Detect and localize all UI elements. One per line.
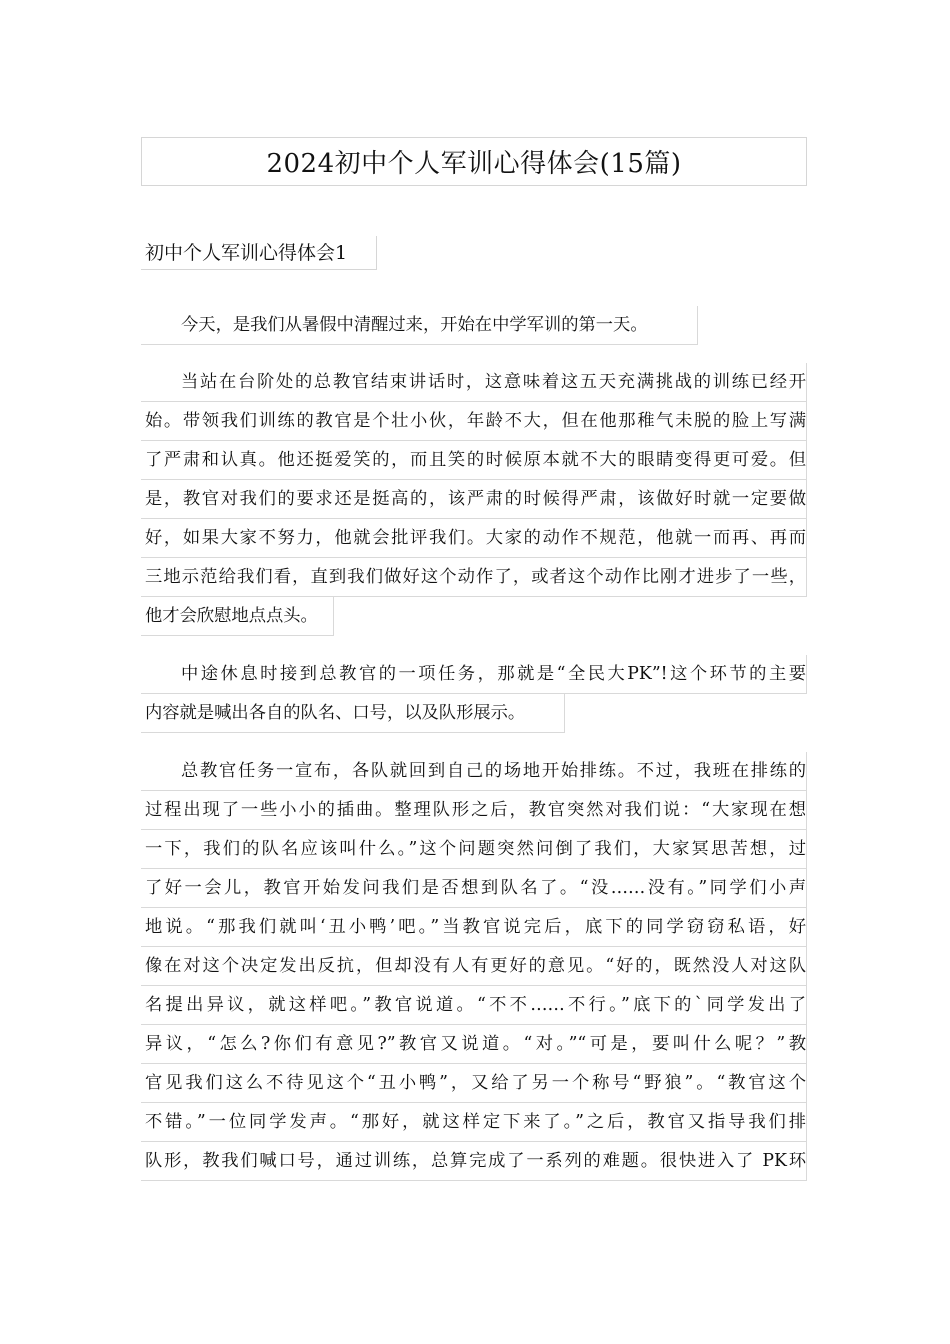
paragraph-line: 当站在台阶处的总教官结束讲话时，这意味着这五天充满挑战的训练已经开: [141, 363, 807, 402]
section-heading: 初中个人军训心得体会1: [141, 236, 377, 270]
document-title: 2024初中个人军训心得体会(15篇): [141, 137, 807, 186]
paragraph-line: 一下，我们的队名应该叫什么。”这个问题突然问倒了我们，大家冥思苦想，过: [141, 830, 807, 869]
paragraph-line: 了严肃和认真。他还挺爱笑的，而且笑的时候原本就不大的眼睛变得更可爱。但: [141, 441, 807, 480]
paragraph-line: 异议，“怎么?你们有意见?”教官又说道。“对。”“可是，要叫什么呢？”教: [141, 1025, 807, 1064]
paragraph-2: [141, 363, 807, 640]
paragraph-line: 地说。“那我们就叫‘丑小鸭’吧。”当教官说完后，底下的同学窃窃私语，好: [141, 908, 807, 947]
paragraph-line: 中途休息时接到总教官的一项任务，那就是“全民大PK”!这个环节的主要: [141, 655, 807, 694]
paragraph-4: [141, 752, 807, 1181]
paragraph-line: 队形，教我们喊口号，通过训练，总算完成了一系列的难题。很快进入了 PK环: [141, 1142, 807, 1181]
paragraph-line: 始。带领我们训练的教官是个壮小伙，年龄不大，但在他那稚气未脱的脸上写满: [141, 402, 807, 441]
paragraph-line: 过程出现了一些小小的插曲。整理队形之后，教官突然对我们说：“大家现在想: [141, 791, 807, 830]
paragraph-3: [141, 655, 807, 737]
paragraph-line: 他才会欣慰地点点头。: [141, 597, 334, 636]
paragraph-line: 了好一会儿，教官开始发问我们是否想到队名了。“没……没有。”同学们小声: [141, 869, 807, 908]
paragraph-line: 不错。”一位同学发声。“那好，就这样定下来了。”之后，教官又指导我们排: [141, 1103, 807, 1142]
paragraph-line: 名提出异议，就这样吧。”教官说道。“不不……不行。”底下的`同学发出了: [141, 986, 807, 1025]
paragraph-line: 官见我们这么不待见这个“丑小鸭”，又给了另一个称号“野狼”。“教官这个: [141, 1064, 807, 1103]
paragraph-line: 总教官任务一宣布，各队就回到自己的场地开始排练。不过，我班在排练的: [141, 752, 807, 791]
paragraph-line: 像在对这个决定发出反抗，但却没有人有更好的意见。“好的，既然没人对这队: [141, 947, 807, 986]
paragraph-line: 今天，是我们从暑假中清醒过来，开始在中学军训的第一天。: [141, 306, 698, 345]
paragraph-line: 三地示范给我们看，直到我们做好这个动作了，或者这个动作比刚才进步了一些，: [141, 558, 807, 597]
paragraph-line: 好，如果大家不努力，他就会批评我们。大家的动作不规范，他就一而再、再而: [141, 519, 807, 558]
paragraph-1: [141, 306, 807, 349]
paragraph-line: 是，教官对我们的要求还是挺高的，该严肃的时候得严肃，该做好时就一定要做: [141, 480, 807, 519]
paragraph-line: 内容就是喊出各自的队名、口号，以及队形展示。: [141, 694, 565, 733]
